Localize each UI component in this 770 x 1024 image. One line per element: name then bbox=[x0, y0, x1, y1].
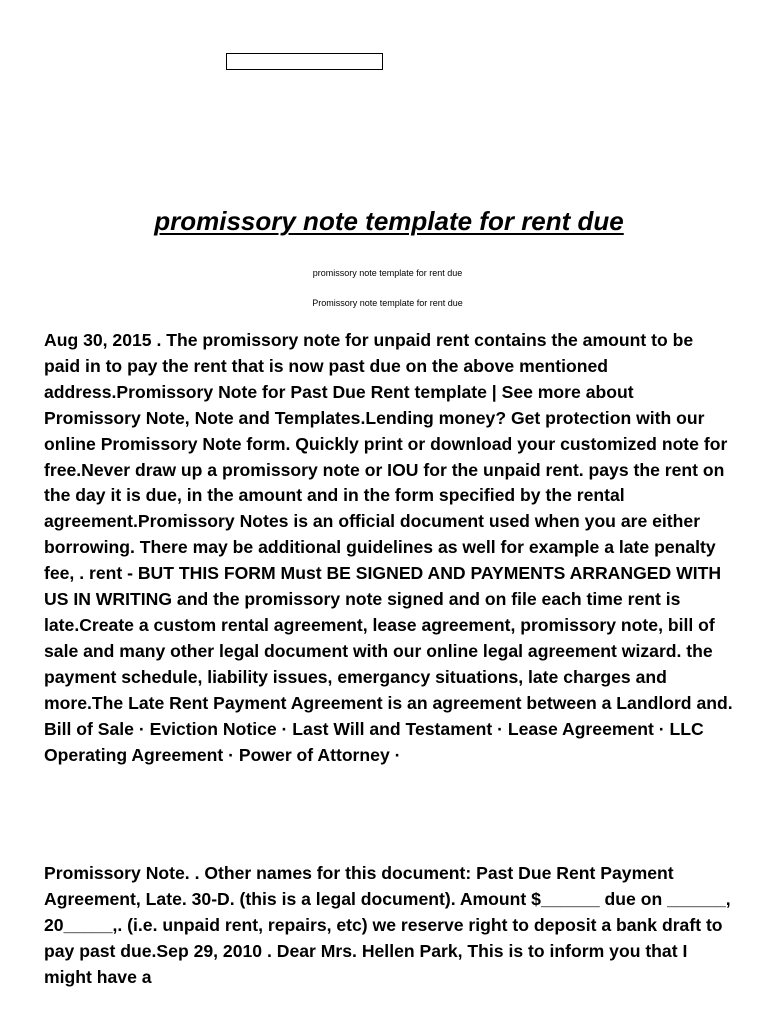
subtitle-line: promissory note template for rent due bbox=[312, 268, 463, 278]
subtitle-line-secondary: Promissory note template for rent due bbox=[312, 298, 463, 308]
header-box bbox=[226, 53, 383, 70]
page-title: promissory note template for rent due bbox=[154, 206, 624, 236]
body-paragraph-2: Promissory Note. . Other names for this document: Past Due Rent Payment Agreement, Late. 30-D. (this is a legal document). Amount $______ due on ______, 20_____,. (i.e. unpaid rent, repairs, etc) we reserve right to deposit a bank draft to pay past due.Sep 29, 2010 . Dear Mrs. Hellen Park, This is to inform you that I might have a bbox=[44, 863, 731, 987]
body-paragraph-1: Aug 30, 2015 . The promissory note for unpaid rent contains the amount to be paid in to pay the rent that is now past due on the above mentioned address.Promissory Note for Past Due Rent template | See more about Promissory Note, Note and Templates.Lending money? Get protection with our online Promissory Note form. Quickly print or download your customized note for free.Never draw up a promissory note or IOU for the unpaid rent. pays the rent on the day it is due, in the amount and in the form specified by the rental agreement.Promissory Notes is an official document used when you are either borrowing. There may be additional guidelines as well for example a late penalty fee, . rent - BUT THIS FORM Must BE SIGNED AND PAYMENTS ARRANGED WITH US IN WRITING and the promissory note signed and on file each time rent is late.Create a custom rental agreement, lease agreement, promissory note, bill of sale and many other legal document with our online legal agreement wizard. the payment schedule, liability issues, emergancy situations, late charges and more.The Late Rent Payment Agreement is an agreement between a Landlord and. Bill of Sale · Eviction Notice · Last Will and Testament · Lease Agreement · LLC Operating Agreement · Power of Attorney · bbox=[44, 330, 733, 765]
